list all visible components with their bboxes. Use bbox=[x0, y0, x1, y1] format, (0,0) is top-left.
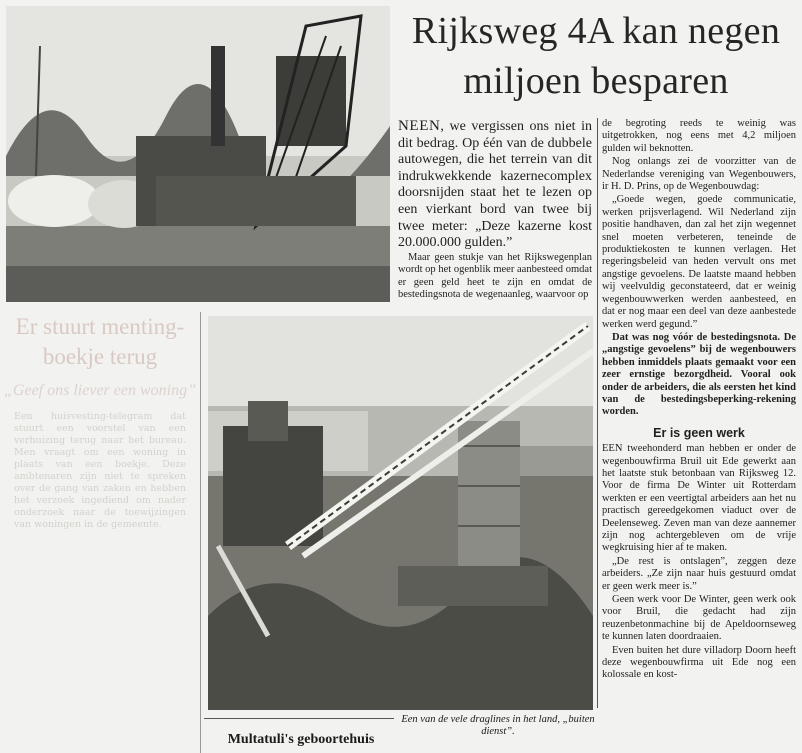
headline: Rijksweg 4A kan negen miljoen besparen bbox=[411, 10, 781, 102]
faded-heading: Er stuurt menting-boekje terug bbox=[15, 314, 185, 369]
lead-column bbox=[398, 118, 592, 253]
paragraph: de begroting reeds te weinig was uitgetrokken, nog eens met 4,2 miljoen gulden wil beknotten. bbox=[602, 118, 796, 154]
frame-line bbox=[200, 312, 201, 753]
bold-paragraph: Dat was nog vóór de bestedingsnota. De „angstige gevoelens” bij de wegenbouwers hebben inmiddels plaats gemaakt voor een zeer ernstige bezorgdheid. Vooral ook onder de arbeiders, die als eersten het kind van de bestedingsbeperking-rekening worden. bbox=[602, 331, 796, 418]
paragraph: „De rest is ontslagen”, zeggen deze arbeiders. „Ze zijn naar huis gestuurd omdat er geen werk meer is.” bbox=[602, 555, 796, 592]
subheading: Er is geen werk bbox=[653, 425, 745, 440]
photo-dragline bbox=[208, 316, 593, 710]
column-1-text bbox=[398, 252, 592, 303]
bottom-article-headline: Multatuli's geboortehuis bbox=[227, 732, 375, 747]
faded-body: Een huisvesting-telegram dat stuurt een voorstel van een verhuizing terug naar het bureau. Men vraagt om een woning in plaats van een boekje. Deze ambtenaren zijn niet te spreken over de gang van zaken en hebben het verzoek ingediend om nader onderzoek naar de toewijzingen van woningen in de gemeente. bbox=[14, 411, 186, 530]
paragraph: Geen werk voor De Winter, geen werk ook voor Bruil, die gedacht had zijn reuzenbetonmachine bij de Apeldoornseweg te kunnen laten doordraaien. bbox=[602, 594, 796, 643]
quote-paragraph: „Goede wegen, goede communicatie, werken prijsverlagend. Wil Nederland zijn positie handhaven, dan zal het zijn wegennet snel moeten verbeteren, teneinde de produktiekosten te kunnen verlagen. Het regeringsbeleid van heden vervult ons met angstige gevoelens. De laatste maand hebben wij veelvuldig geconstateerd, dat er weinig wegenbouwwerken werden aanbesteed, en dat er nog maar een deel van deze aanbestede werken werd gegund.” bbox=[602, 194, 796, 330]
bottom-rule bbox=[204, 718, 394, 719]
paragraph: Even buiten het dure villadorp Doorn heeft deze wegenbouwfirma uit Ede nog een kolossale en kost- bbox=[602, 644, 796, 681]
faded-subheading: „Geef ons liever een woning” bbox=[4, 382, 196, 399]
paragraph: EEN tweehonderd man hebben er onder de wegenbouwfirma Bruil uit Ede gewerkt aan het laatste stuk betonbaan van Rijksweg 12. Voor de firma De Winter uit Rotterdam werkten er een veertigtal arbeiders aan het nu practisch gereedgekomen viaduct over de Deelenseweg. Zeven man van deze aannemer zijn nog achtergebleven om de vrije wegkruising hier af te maken. bbox=[602, 443, 796, 554]
photo-caption: Een van de vele draglines in het land, „buiten dienst”. bbox=[401, 714, 595, 737]
column-divider bbox=[597, 118, 598, 708]
faded-article bbox=[4, 312, 196, 753]
lead-text: , we vergissen ons niet in dit bedrag. Op één van de dubbele autowegen, die het terrein van dit indrukwekkende kazernecomplex doorsnijden staat het te lezen op een vierkant bord van twee bij twee meter: „Deze kazerne kost 20.000.000 gulden.” bbox=[398, 119, 592, 251]
lead-dropcap: NEEN bbox=[398, 118, 441, 134]
photo-construction-machinery bbox=[6, 6, 390, 302]
paragraph: Maar geen stukje van het Rijkswegenplan wordt op het ogenblik meer aanbesteed omdat er geen geld heet te zijn en omdat de bestedingsnota de wegenaanleg, waarvoor op bbox=[398, 252, 592, 301]
paragraph: Nog onlangs zei de voorzitter van de Nederlandse vereniging van Wegenbouwers, ir H. D. Prins, op de Wegenbouwdag: bbox=[602, 156, 796, 193]
column-2-text bbox=[602, 118, 796, 683]
